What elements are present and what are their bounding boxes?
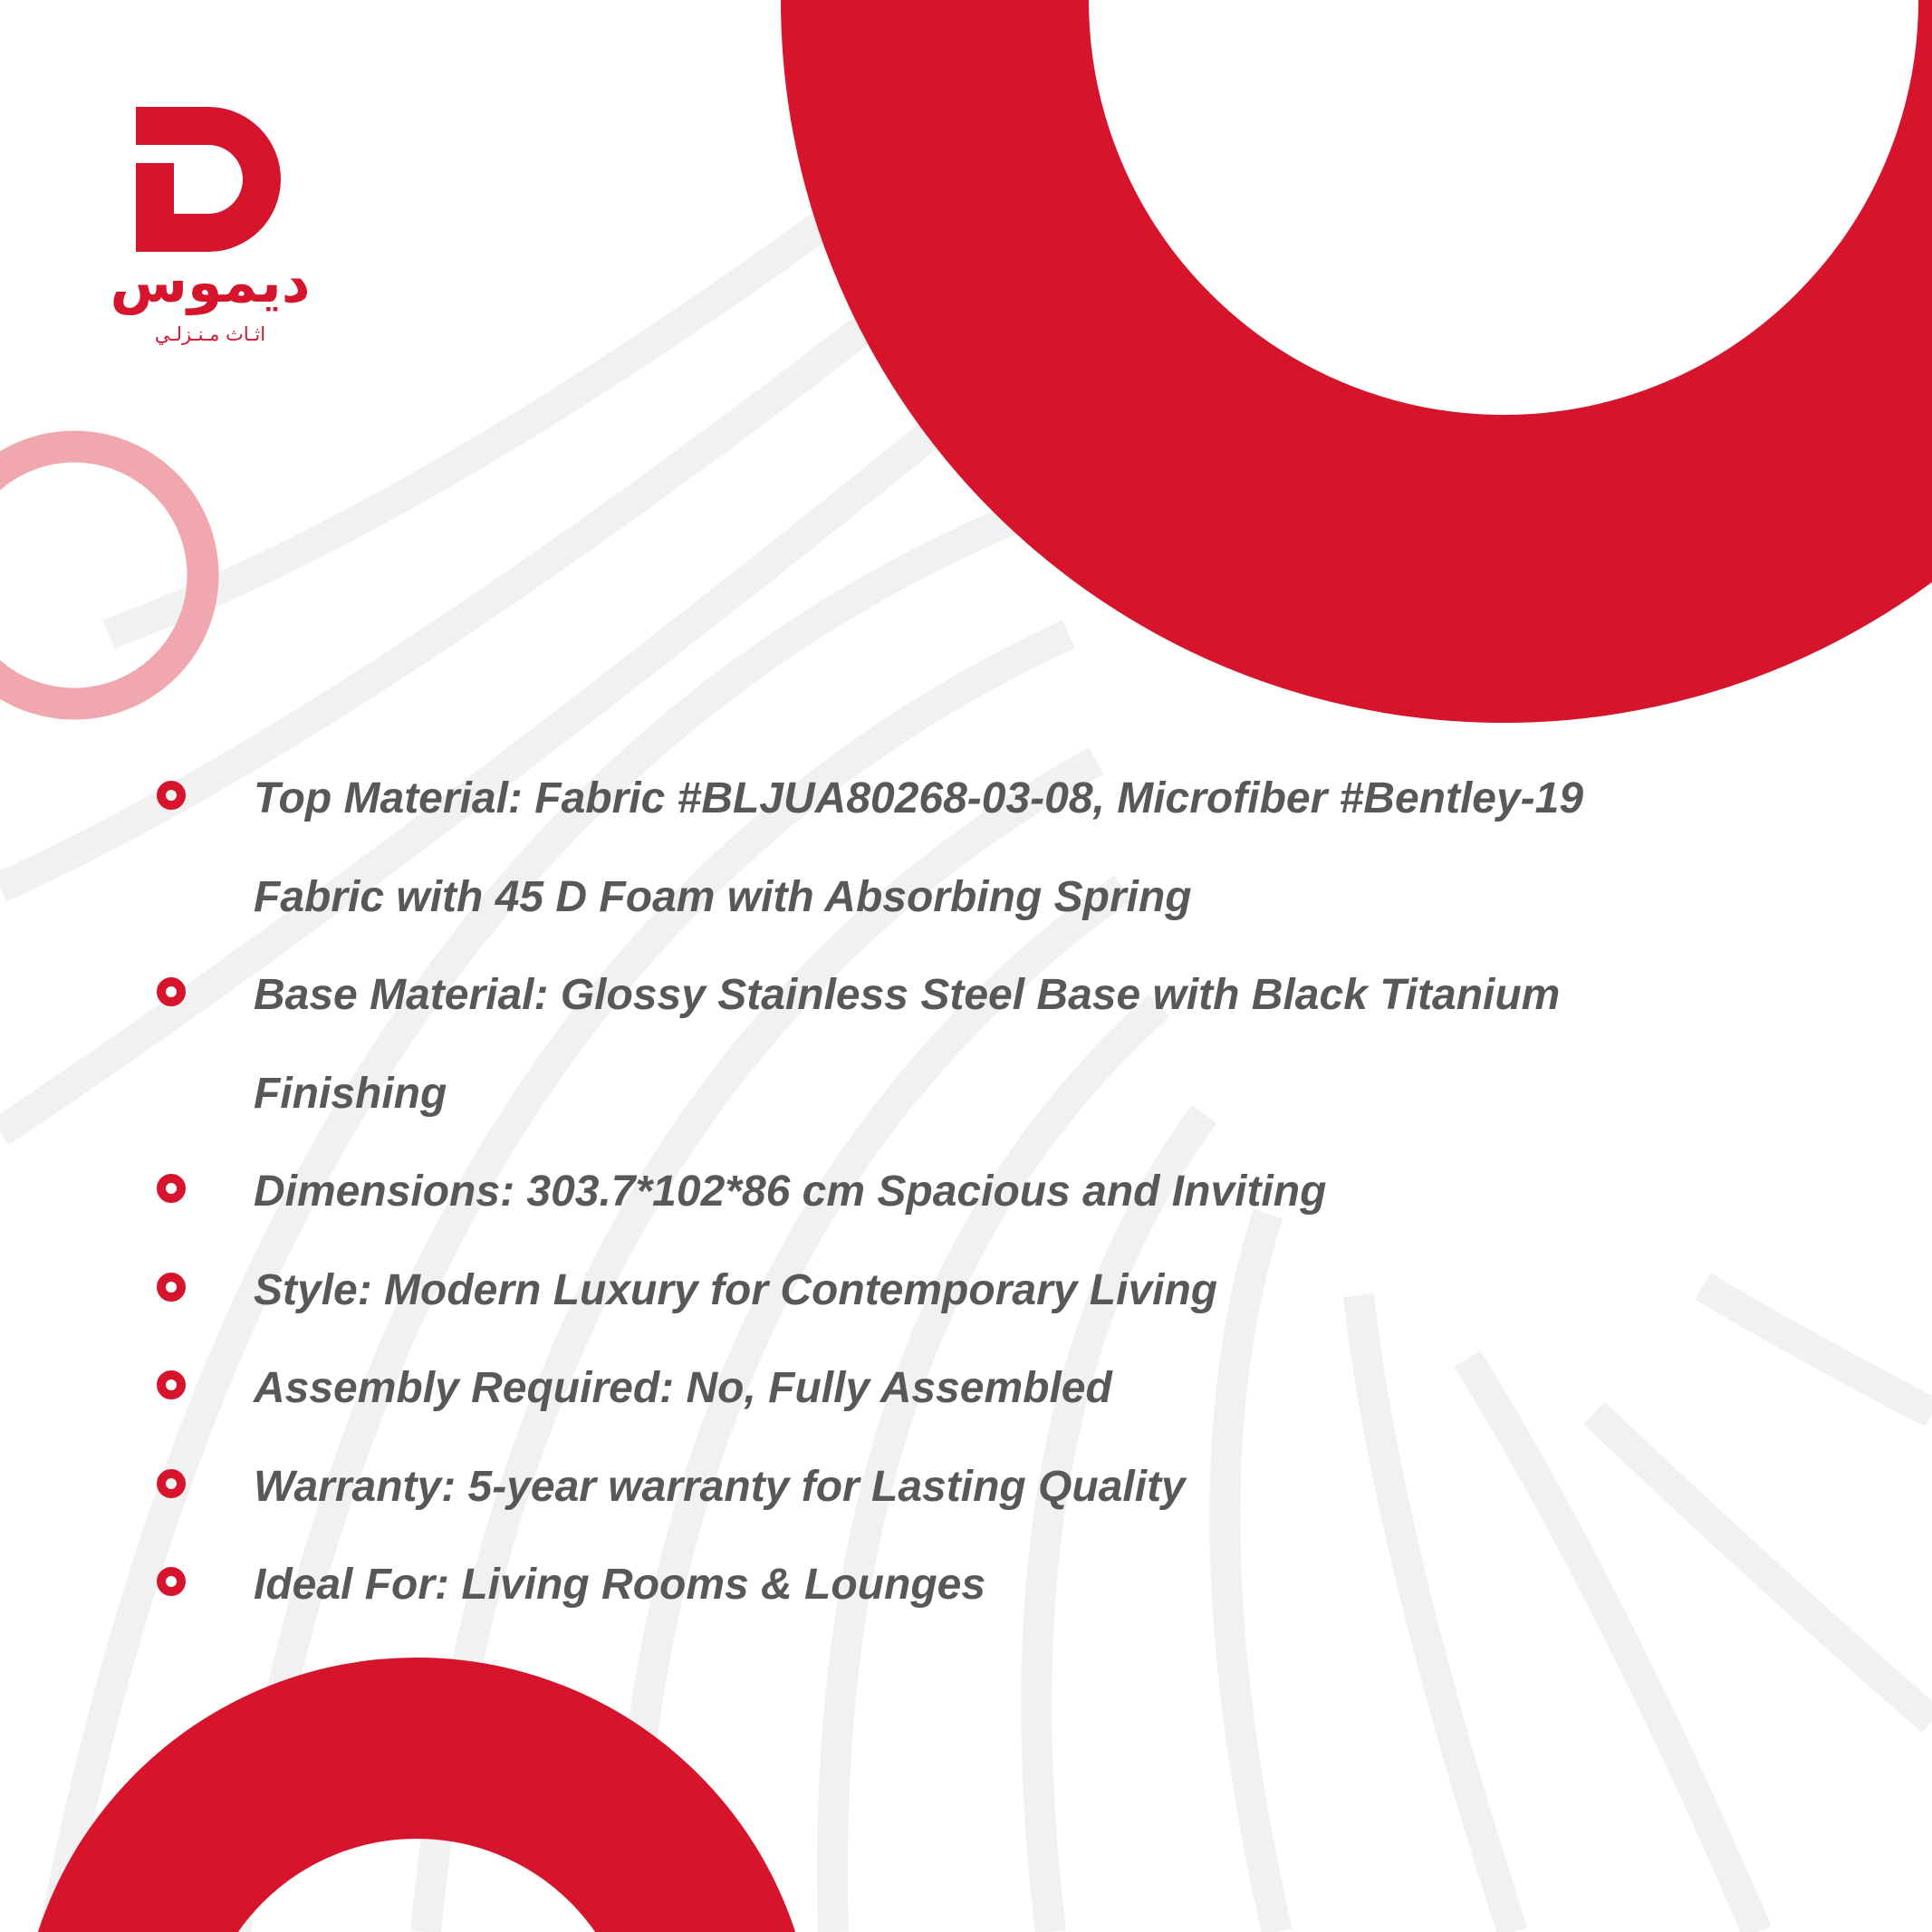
feature-item-top-material: [154, 750, 1784, 947]
feature-item-warranty: [154, 1438, 1784, 1537]
brand-name: ديموس: [110, 249, 311, 315]
bullet-ring-icon: [157, 1469, 186, 1498]
feature-text-line: Base Material: Glossy Stainless Steel Base with Black Titanium: [254, 971, 1561, 1019]
top-right-ring: [935, 0, 1932, 569]
bullet-ring-icon: [157, 781, 186, 810]
feature-text-line: Style: Modern Luxury for Contemporary Living: [254, 1265, 1218, 1314]
bullet-ring-icon: [157, 1273, 186, 1302]
bullet-ring-icon: [157, 1567, 186, 1596]
feature-list: [154, 750, 1784, 1635]
feature-item-style: [154, 1242, 1784, 1341]
bullet-ring-icon: [157, 977, 186, 1006]
left-pink-ring: [0, 447, 203, 704]
feature-text-line: Warranty: 5-year warranty for Lasting Quality: [254, 1462, 1186, 1511]
brand-logo: [101, 101, 319, 355]
feature-item-assembly: [154, 1340, 1784, 1438]
bullet-ring-icon: [157, 1174, 186, 1203]
feature-text-line: Top Material: Fabric #BLJUA80268-03-08, Microfiber #Bentley-19: [254, 774, 1584, 822]
feature-item-base-material: [154, 947, 1784, 1143]
brand-d-icon: [136, 107, 281, 252]
brand-tagline: اثـاث مـنـزلـي: [154, 323, 266, 345]
feature-text-line: Assembly Required: No, Fully Assembled: [254, 1364, 1112, 1412]
feature-text-line: Ideal For: Living Rooms & Lounges: [254, 1561, 986, 1609]
feature-text-line: Fabric with 45 D Foam with Absorbing Spring: [254, 872, 1192, 921]
feature-text-line: Dimensions: 303.7*102*86 cm Spacious and Inviting: [254, 1168, 1327, 1216]
feature-item-ideal-for: [154, 1536, 1784, 1635]
feature-text-line: Finishing: [254, 1069, 447, 1118]
feature-item-dimensions: [154, 1143, 1784, 1242]
bullet-ring-icon: [157, 1370, 186, 1399]
